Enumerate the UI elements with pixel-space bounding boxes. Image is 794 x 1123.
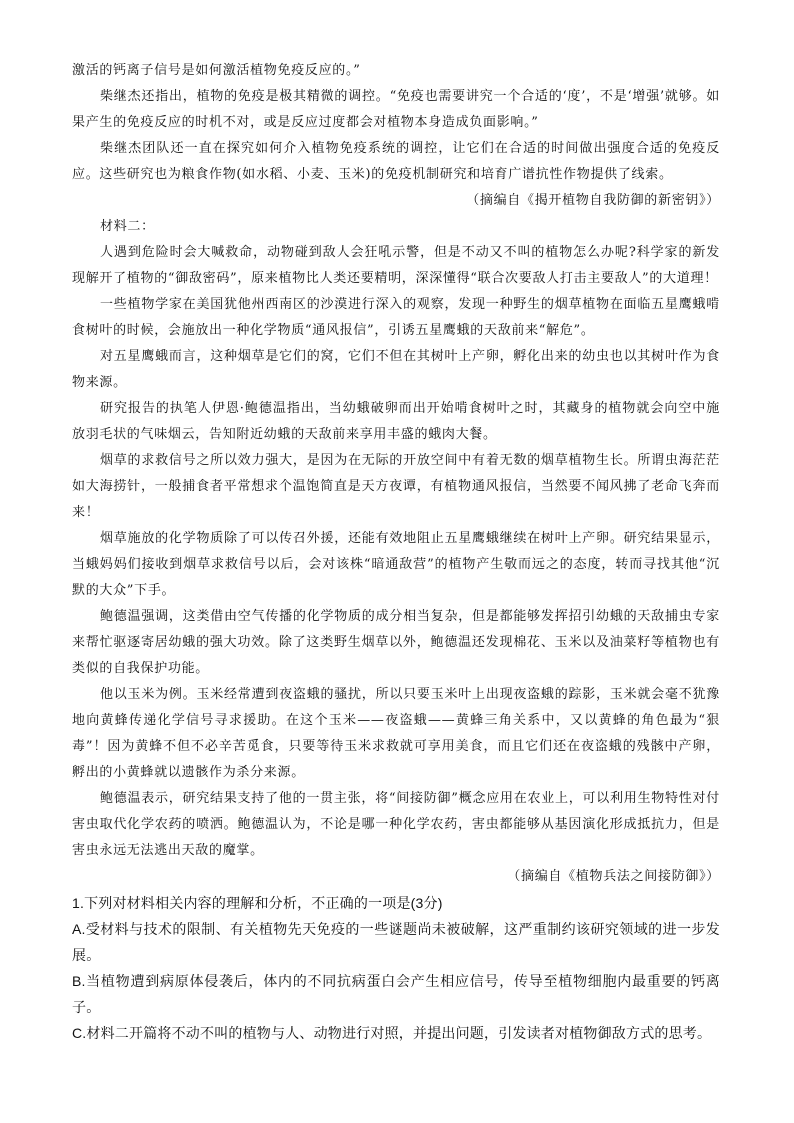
paragraph: 烟草的求救信号之所以效力强大，是因为在无际的开放空间中有着无数的烟草植物生长。所谓虫海茫茫如大海捞针，一般捕食者平常想求个温饱简直是天方夜谭，有植物通风报信，当然要不闻风拂了老命飞奔而来！ <box>72 453 720 520</box>
paragraph: 鲍德温强调，这类借由空气传播的化学物质的成分相当复杂，但是都能够发挥招引幼蛾的天敌捕虫专家来帮忙驱逐寄居幼蛾的强大功效。除了这类野生烟草以外，鲍德温还发现棉花、玉米以及油菜籽等植物也有类似的自我保护功能。 <box>72 609 720 676</box>
paragraph: 柴继杰还指出，植物的免疫是极其精微的调控。“免疫也需要讲究一个合适的‘度’，不是‘增强’就够。如果产生的免疫反应的时机不对，或是反应过度都会对植物本身造成负面影响。” <box>72 89 720 130</box>
question-option-a: A.受材料与技术的限制、有关植物先天免疫的一些谜题尚未被破解，这严重制约该研究领域的进一步发展。 <box>72 921 720 963</box>
paragraph: 对五星鹰蛾而言，这种烟草是它们的窝，它们不但在其树叶上产卵，孵化出来的幼虫也以其树叶作为食物来源。 <box>72 349 720 390</box>
document-page <box>72 58 720 1046</box>
question-stem: 1.下列对材料相关内容的理解和分析，不正确的一项是(3分) <box>72 895 443 911</box>
paragraph: 柴继杰团队还一直在探究如何介入植物免疫系统的调控，让它们在合适的时间做出强度合适的免疫反应。这些研究也为粮食作物(如水稻、小麦、玉米)的免疫机制研究和培育广谱抗性作物提供了线索。 <box>72 141 720 182</box>
paragraph: 研究报告的执笔人伊恩·鲍德温指出，当幼蛾破卵而出开始啃食树叶之时，其藏身的植物就会向空中施放羽毛状的气味烟云，告知附近幼蛾的天敌前来享用丰盛的蛾肉大餐。 <box>72 401 720 442</box>
paragraph: 一些植物学家在美国犹他州西南区的沙漠进行深入的观察，发现一种野生的烟草植物在面临五星鹰蛾啃食树叶的时候，会施放出一种化学物质“通风报信”，引诱五星鹰蛾的天敌前来“解危”。 <box>72 297 720 338</box>
question-option-b: B.当植物遭到病原体侵袭后，体内的不同抗病蛋白会产生相应信号，传导至植物细胞内最重要的钙离子。 <box>72 973 720 1015</box>
question-option-c: C.材料二开篇将不动不叫的植物与人、动物进行对照，并提出问题，引发读者对植物御敌方式的思考。 <box>72 1025 712 1041</box>
paragraph: 烟草施放的化学物质除了可以传召外援，还能有效地阻止五星鹰蛾继续在树叶上产卵。研究结果显示，当蛾妈妈们接收到烟草求救信号以后，会对该株“暗通敌营”的植物产生敬而远之的态度，转而寻找其他“沉默的大众”下手。 <box>72 531 720 598</box>
material-heading: 材料二： <box>100 219 155 234</box>
source-citation: （摘编自《植物兵法之间接防御》） <box>507 869 720 884</box>
paragraph: 人遇到危险时会大喊救命，动物碰到敌人会狂吼示警，但是不动又不叫的植物怎么办呢?科学家的新发现解开了植物的“御敌密码”，原来植物比人类还要精明，深深懂得“联合次要敌人打击主要敌人”的大道理！ <box>72 245 720 286</box>
source-citation: （摘编自《揭开植物自我防御的新密钥》） <box>466 193 720 208</box>
paragraph: 他以玉米为例。玉米经常遭到夜盗蛾的骚扰，所以只要玉米叶上出现夜盗蛾的踪影，玉米就会毫不犹豫地向黄蜂传递化学信号寻求援助。在这个玉米——夜盗蛾——黄蜂三角关系中，又以黄蜂的角色最为“狠毒”！因为黄蜂不但不必辛苦觅食，只要等待玉米求救就可享用美食，而且它们还在夜盗蛾的残骸中产卵，孵出的小黄蜂就以遗骸作为杀分来源。 <box>72 687 720 780</box>
paragraph: 鲍德温表示，研究结果支持了他的一贯主张，将“间接防御”概念应用在农业上，可以利用生物特性对付害虫取代化学农药的喷洒。鲍德温认为，不论是哪一种化学农药，害虫都能够从基因演化形成抵抗力，但是害虫永远无法逃出天敌的魔掌。 <box>72 791 720 858</box>
paragraph: 激活的钙离子信号是如何激活植物免疫反应的。” <box>72 63 361 78</box>
